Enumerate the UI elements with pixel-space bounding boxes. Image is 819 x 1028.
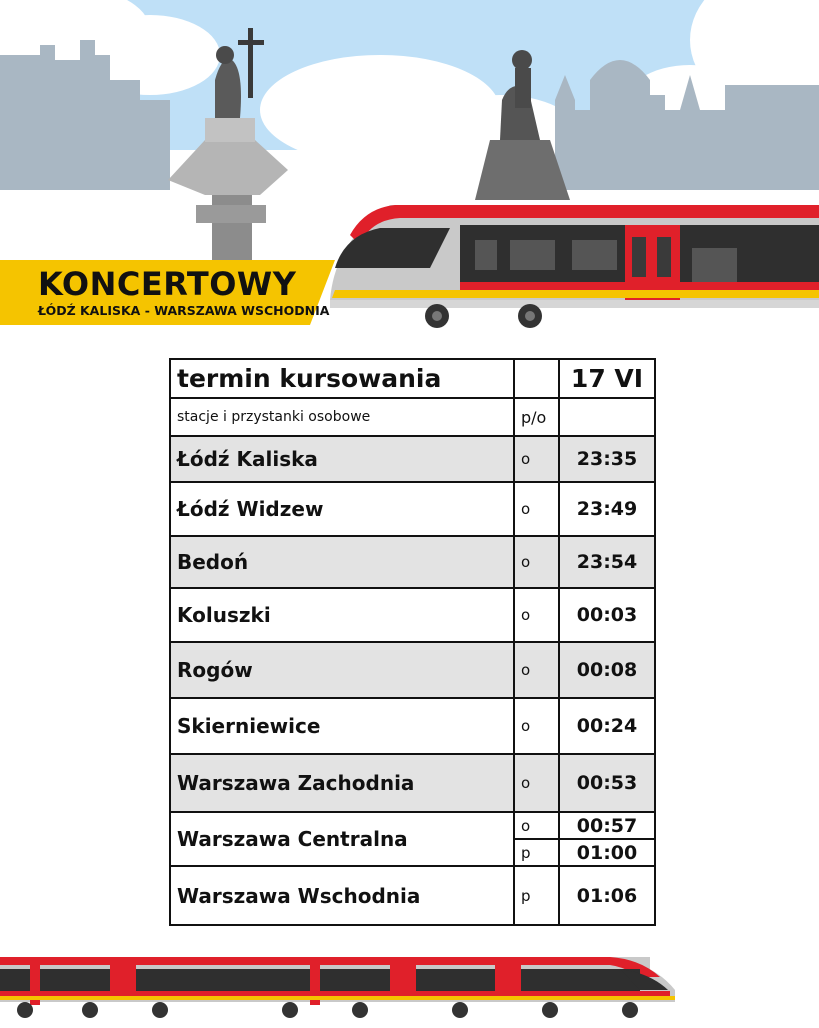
arrival-departure-flag: o [514,536,559,588]
timetable-grid [171,360,654,924]
arrival-departure-flag: p [514,839,559,866]
train-time: 00:24 [559,698,654,754]
po-column-label: p/o [514,398,559,436]
train-time: 23:49 [559,482,654,536]
train-time: 00:03 [559,588,654,642]
station-name: Rogów [171,642,514,698]
table-row [171,812,654,839]
station-name: Bedoń [171,536,514,588]
header-row [171,360,654,398]
stations-column-label: stacje i przystanki osobowe [171,398,514,436]
timetable [169,358,656,926]
station-name: Koluszki [171,588,514,642]
route-subtitle: ŁÓDŹ KALISKA - WARSZAWA WSCHODNIA [38,303,330,318]
table-row [171,754,654,812]
station-name: Łódź Kaliska [171,436,514,482]
arrival-departure-flag: o [514,642,559,698]
station-name: Warszawa Zachodnia [171,754,514,812]
table-row [171,866,654,924]
arrival-departure-flag: o [514,436,559,482]
train-time: 01:06 [559,866,654,924]
arrival-departure-flag: o [514,754,559,812]
train-name-title: KONCERTOWY [38,265,297,303]
bottom-train-illustration [0,945,819,1024]
arrival-departure-flag: o [514,812,559,839]
header-empty-cell [514,360,559,398]
station-name: Skierniewice [171,698,514,754]
table-row [171,698,654,754]
station-name: Warszawa Wschodnia [171,866,514,924]
column-labels-empty-cell [559,398,654,436]
column-labels-row [171,398,654,436]
station-name: Warszawa Centralna [171,812,514,866]
table-row [171,436,654,482]
table-row [171,642,654,698]
table-row [171,588,654,642]
arrival-departure-flag: p [514,866,559,924]
train-time: 01:00 [559,839,654,866]
table-row [171,536,654,588]
station-name: Łódź Widzew [171,482,514,536]
service-period-label: termin kursowania [171,360,514,398]
arrival-departure-flag: o [514,482,559,536]
train-time: 23:35 [559,436,654,482]
arrival-departure-flag: o [514,698,559,754]
train-time: 00:08 [559,642,654,698]
arrival-departure-flag: o [514,588,559,642]
train-time: 23:54 [559,536,654,588]
train-time: 00:57 [559,812,654,839]
service-date: 17 VI [559,360,654,398]
bottom-train-graphic [0,945,819,1024]
table-row [171,482,654,536]
train-time: 00:53 [559,754,654,812]
header-illustration [0,0,819,335]
